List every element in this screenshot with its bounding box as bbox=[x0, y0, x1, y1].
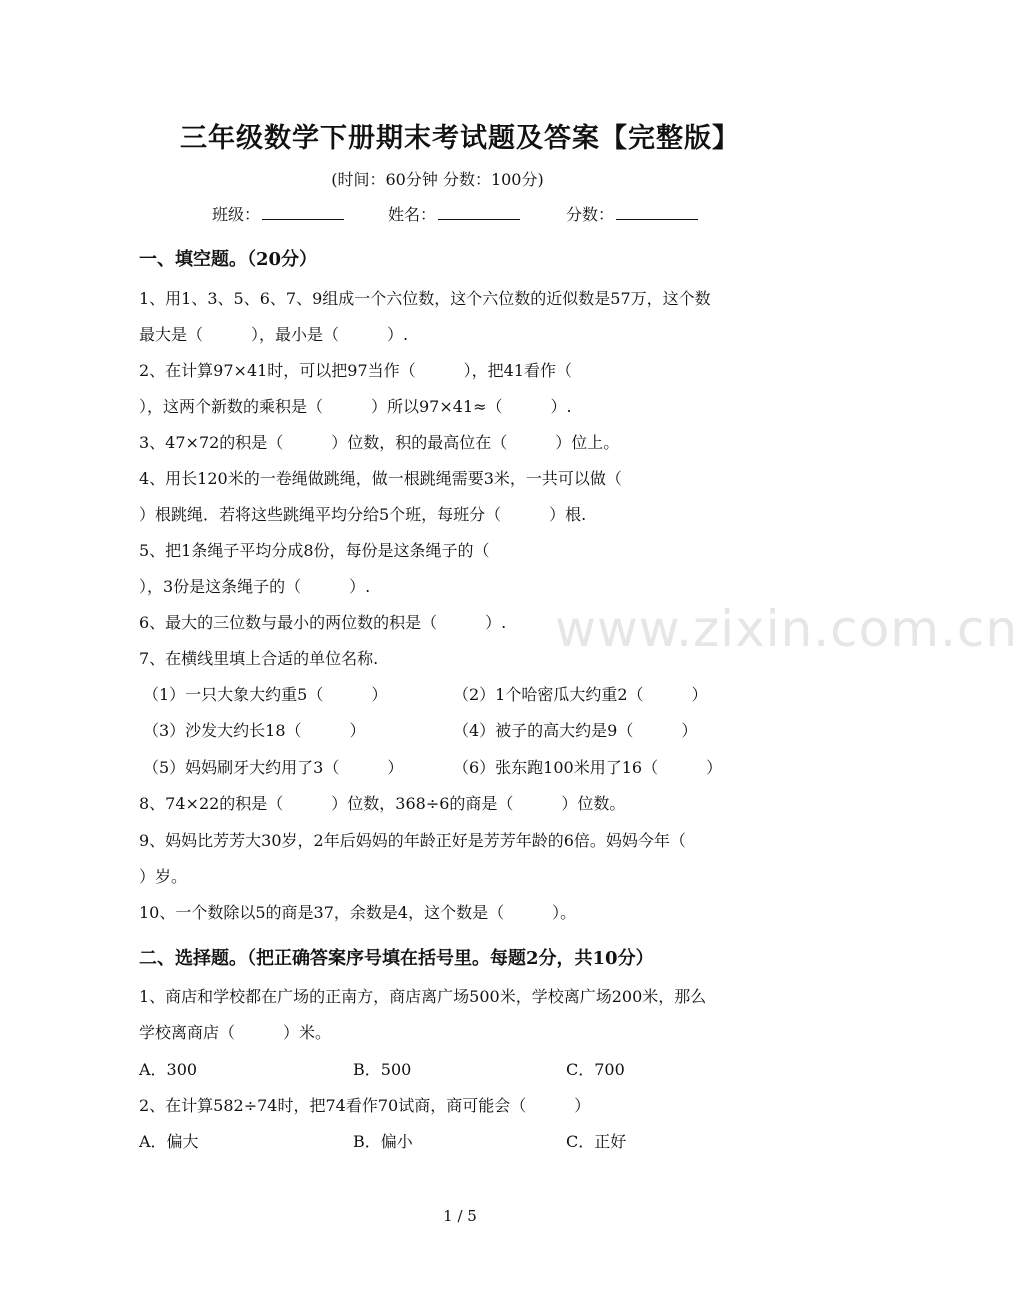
class-field bbox=[212, 202, 344, 225]
choice-option-b[interactable]: B．偏小 bbox=[353, 1132, 413, 1151]
question-line: ），这两个新数的乘积是（ ）所以97×41≈（ ）. bbox=[139, 397, 572, 416]
page-title: 三年级数学下册期末考试题及答案【完整版】 bbox=[180, 123, 740, 154]
question-line: 6、最大的三位数与最小的两位数的积是（ ）. bbox=[139, 613, 507, 632]
question-line: 7、在横线里填上合适的单位名称. bbox=[139, 649, 379, 668]
unit-item: （6）张东跑100米用了16（ ） bbox=[453, 758, 723, 777]
question-line: 2、在计算97×41时，可以把97当作（ ），把41看作（ bbox=[139, 361, 573, 380]
question-line: ）岁。 bbox=[139, 867, 188, 886]
choice-option-a[interactable]: A．偏大 bbox=[139, 1132, 199, 1151]
score-field bbox=[566, 202, 698, 225]
name-blank[interactable] bbox=[438, 202, 520, 220]
question-line: ）根跳绳．若将这些跳绳平均分给5个班，每班分（ ）根. bbox=[139, 505, 587, 524]
choice-option-c[interactable]: C．正好 bbox=[566, 1132, 627, 1151]
unit-item: （5）妈妈刷牙大约用了3（ ） bbox=[143, 758, 404, 777]
unit-item: （2）1个哈密瓜大约重2（ ） bbox=[453, 685, 708, 704]
student-info-row bbox=[0, 202, 920, 230]
question-line: 1、用1、3、5、6、7、9组成一个六位数，这个六位数的近似数是57万，这个数 bbox=[139, 289, 711, 308]
class-label: 班级： bbox=[212, 205, 261, 224]
class-blank[interactable] bbox=[262, 202, 344, 220]
unit-item: （4）被子的高大约是9（ ） bbox=[453, 721, 698, 740]
unit-item: （3）沙发大约长18（ ） bbox=[143, 721, 366, 740]
section-heading-fill-blank: 一、填空题。（20分） bbox=[139, 249, 318, 270]
question-line: 学校离商店（ ）米。 bbox=[139, 1023, 332, 1042]
choice-option-a[interactable]: A．300 bbox=[139, 1060, 198, 1079]
question-line: 10、一个数除以5的商是37，余数是4，这个数是（ ）。 bbox=[139, 903, 577, 922]
question-line: 最大是（ ），最小是（ ）. bbox=[139, 325, 409, 344]
name-field bbox=[388, 202, 520, 225]
watermark: www.zixin.com.cn bbox=[555, 600, 1018, 658]
name-label: 姓名： bbox=[388, 205, 437, 224]
question-line: 2、在计算582÷74时，把74看作70试商，商可能会（ ） bbox=[139, 1096, 591, 1115]
question-line: 5、把1条绳子平均分成8份，每份是这条绳子的（ bbox=[139, 541, 490, 560]
question-line: 4、用长120米的一卷绳做跳绳，做一根跳绳需要3米，一共可以做（ bbox=[139, 469, 622, 488]
score-label: 分数： bbox=[566, 205, 615, 224]
section-heading-multiple-choice: 二、选择题。（把正确答案序号填在括号里。每题2分，共10分） bbox=[139, 948, 654, 969]
question-line: 3、47×72的积是（ ）位数，积的最高位在（ ）位上。 bbox=[139, 433, 620, 452]
choice-option-b[interactable]: B．500 bbox=[353, 1060, 412, 1079]
question-line: 1、商店和学校都在广场的正南方，商店离广场500米，学校离广场200米，那么 bbox=[139, 987, 707, 1006]
question-line: 9、妈妈比芳芳大30岁，2年后妈妈的年龄正好是芳芳年龄的6倍。妈妈今年（ bbox=[139, 831, 686, 850]
page-number: 1 / 5 bbox=[443, 1207, 477, 1225]
score-blank[interactable] bbox=[616, 202, 698, 220]
exam-time-score: (时间：60分钟 分数：100分) bbox=[331, 170, 544, 189]
unit-item: （1）一只大象大约重5（ ） bbox=[143, 685, 388, 704]
choice-option-c[interactable]: C．700 bbox=[566, 1060, 625, 1079]
question-line: 8、74×22的积是（ ）位数，368÷6的商是（ ）位数。 bbox=[139, 794, 626, 813]
question-line: ），3份是这条绳子的（ ）. bbox=[139, 577, 371, 596]
